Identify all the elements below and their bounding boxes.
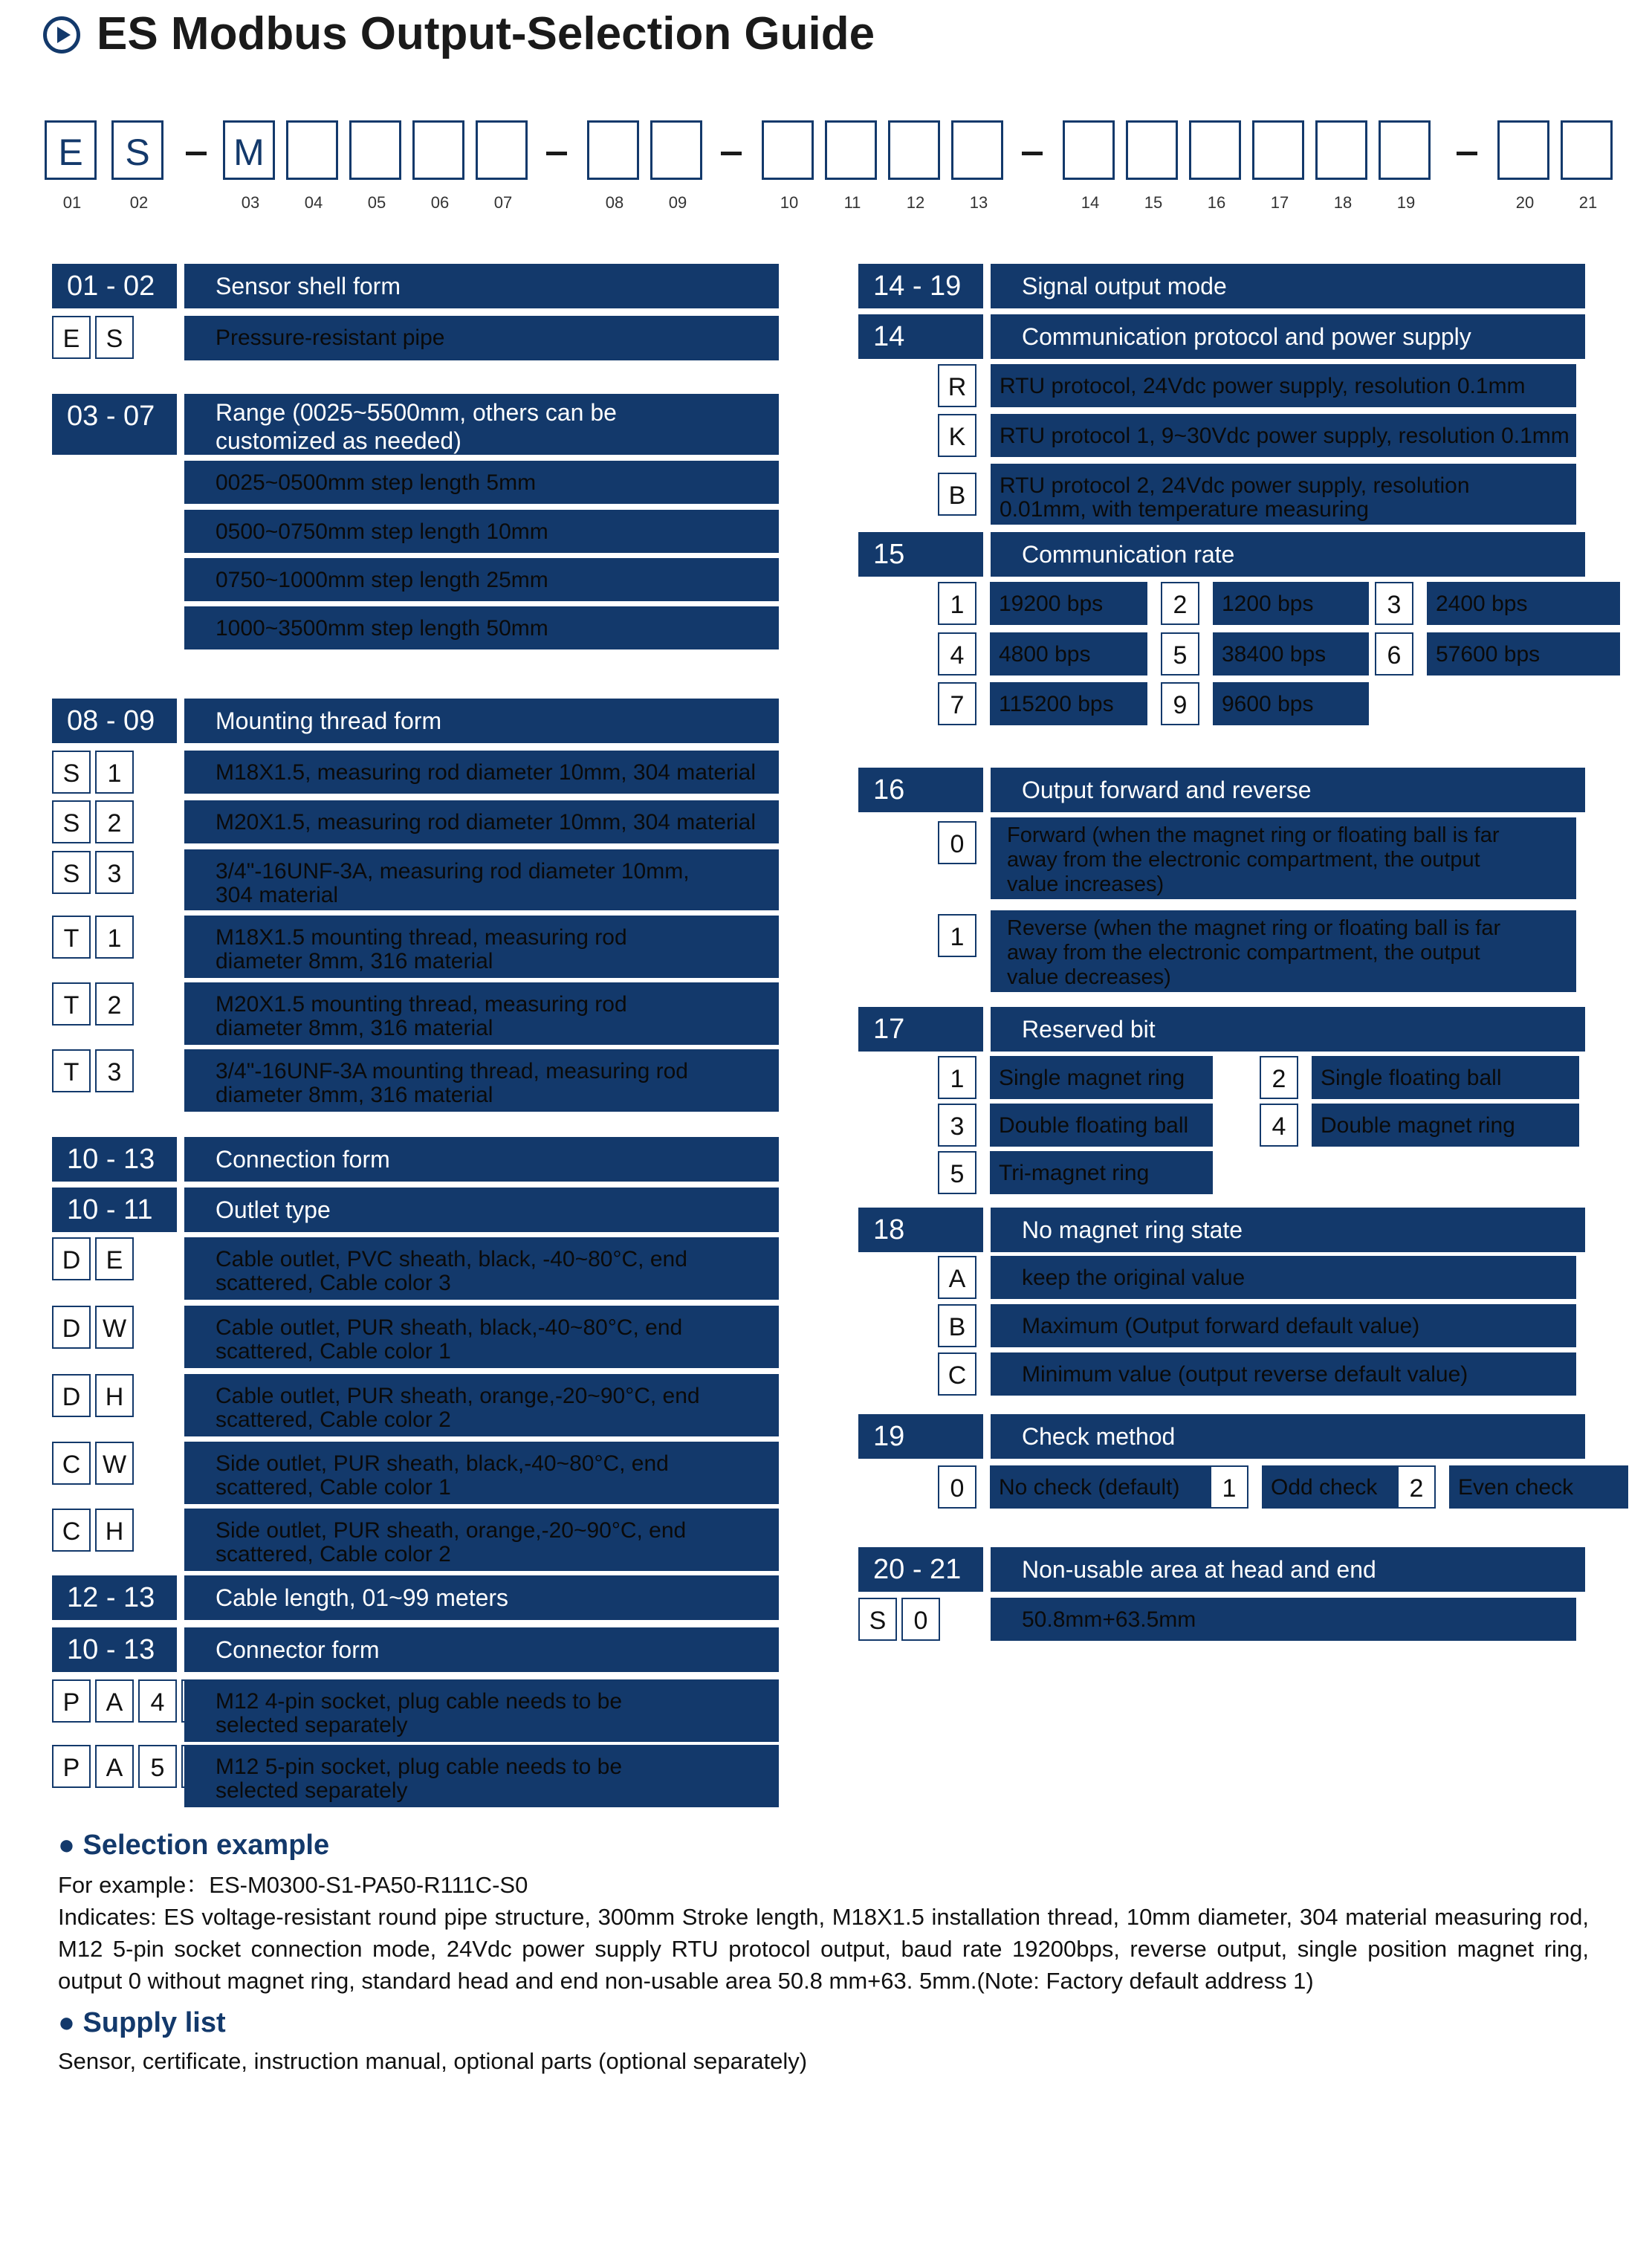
code-cell: S	[52, 751, 91, 794]
check-method-header-label: Check method	[991, 1414, 1585, 1459]
outlet-row-line: scattered, Cable color 3	[216, 1271, 451, 1295]
selection-example	[58, 1830, 1589, 2077]
reserved-bit-row-line: Single floating ball	[1321, 1066, 1502, 1090]
output-direction-header-label: Output forward and reverse	[991, 768, 1585, 812]
code-cell: T	[52, 1049, 91, 1092]
code-box-01: E	[45, 120, 97, 180]
code-box-04	[286, 120, 338, 180]
thread-row-line: M18X1.5 mounting thread, measuring rod	[216, 925, 627, 950]
code-position-label: 07	[493, 193, 513, 212]
output-direction-line: Forward (when the magnet ring or floating ball is far	[1007, 823, 1500, 847]
comm-rate-row	[990, 632, 1147, 675]
code-cell: 4	[1260, 1104, 1298, 1147]
outlet-header-label: Outlet type	[184, 1188, 779, 1232]
code-box-07	[476, 120, 528, 180]
non-usable-header-number: 20 - 21	[858, 1547, 983, 1592]
code-cell: 4	[138, 1679, 177, 1723]
code-cell: S	[52, 851, 91, 894]
bullet-dot-icon: ●	[58, 2007, 83, 2038]
code-position-label: 06	[430, 193, 450, 212]
code-cell: 1	[95, 751, 134, 794]
thread-row	[184, 916, 779, 978]
code-position-label: 13	[969, 193, 988, 212]
code-cell: A	[938, 1256, 976, 1299]
no-magnet-header-number: 18	[858, 1208, 983, 1252]
comm-protocol-row-line: RTU protocol 1, 9~30Vdc power supply, resolution 0.1mm	[1000, 424, 1570, 448]
reserved-bit-row	[1312, 1104, 1579, 1147]
code-cell: H	[95, 1509, 134, 1552]
thread-row-line: 3/4"-16UNF-3A mounting thread, measuring rod	[216, 1059, 688, 1083]
code-cell: 0	[938, 821, 976, 864]
code-cell: 2	[1260, 1056, 1298, 1099]
outlet-row	[184, 1306, 779, 1368]
connector-header-number: 10 - 13	[52, 1627, 177, 1672]
check-method-header-number: 19	[858, 1414, 983, 1459]
range-label-line: Range (0025~5500mm, others can be	[216, 399, 617, 426]
outlet-row-line: Cable outlet, PVC sheath, black, -40~80°C, end	[216, 1247, 687, 1271]
reserved-bit-row-line: Double floating ball	[999, 1113, 1189, 1138]
code-position-label: 02	[129, 193, 149, 212]
range-row-line: 0750~1000mm step length 25mm	[216, 568, 548, 592]
code-box-18	[1315, 120, 1367, 180]
code-cell: 2	[95, 982, 134, 1026]
code-box-06	[412, 120, 464, 180]
cable-length-header-number: 12 - 13	[52, 1575, 177, 1620]
code-cell: 5	[138, 1745, 177, 1788]
reserved-bit-header-label: Reserved bit	[991, 1007, 1585, 1052]
comm-rate-header-number: 15	[858, 532, 983, 577]
connection-header-label: Connection form	[184, 1137, 779, 1182]
code-separator-dash	[546, 152, 567, 155]
example-line: For example：ES-M0300-S1-PA50-R111C-S0	[58, 1872, 528, 1898]
comm-protocol-row	[991, 464, 1576, 525]
code-position-label: 20	[1515, 193, 1535, 212]
code-cell: 2	[1397, 1465, 1436, 1509]
range-row	[184, 510, 779, 553]
reserved-bit-row-line: Single magnet ring	[999, 1066, 1185, 1090]
comm-protocol-row-line: RTU protocol, 24Vdc power supply, resolution 0.1mm	[1000, 374, 1526, 398]
range-row	[184, 606, 779, 649]
outlet-row-line: Side outlet, PUR sheath, black,-40~80°C, end	[216, 1451, 669, 1476]
outlet-row	[184, 1374, 779, 1436]
code-position-label: 16	[1207, 193, 1226, 212]
check-method-row-line: Odd check	[1271, 1475, 1378, 1500]
outlet-row-line: scattered, Cable color 1	[216, 1475, 451, 1500]
code-position-label: 19	[1396, 193, 1416, 212]
code-cell: D	[52, 1237, 91, 1280]
code-separator-dash	[186, 152, 207, 155]
range-row-line: 1000~3500mm step length 50mm	[216, 616, 548, 641]
supply-list-text: Sensor, certificate, instruction manual, optional parts (optional separately)	[58, 2048, 808, 2074]
code-box-02: S	[111, 120, 163, 180]
thread-row-line: diameter 8mm, 316 material	[216, 1083, 493, 1107]
connector-header-label: Connector form	[184, 1627, 779, 1672]
comm-rate-row	[1213, 632, 1369, 675]
comm-rate-row	[1213, 582, 1369, 625]
code-cell: S	[95, 316, 134, 359]
reserved-bit-row	[990, 1104, 1213, 1147]
outlet-row-line: Cable outlet, PUR sheath, black,-40~80°C, end	[216, 1315, 683, 1340]
outlet-row-line: Side outlet, PUR sheath, orange,-20~90°C, end	[216, 1518, 687, 1543]
code-cell: K	[938, 414, 976, 457]
code-position-label: 01	[62, 193, 82, 212]
code-cell: D	[52, 1374, 91, 1417]
code-cell: 4	[938, 632, 976, 675]
code-cell: C	[52, 1509, 91, 1552]
code-box-19	[1379, 120, 1431, 180]
code-box-20	[1497, 120, 1549, 180]
code-cell: E	[52, 316, 91, 359]
comm-rate-row	[1427, 632, 1620, 675]
connector-row-line: selected separately	[216, 1713, 408, 1737]
connector-row-line: M12 5-pin socket, plug cable needs to be	[216, 1755, 623, 1779]
connector-row	[184, 1745, 779, 1807]
code-cell: T	[52, 982, 91, 1026]
reserved-bit-row	[990, 1056, 1213, 1099]
check-method-row	[1449, 1465, 1628, 1509]
code-box-08	[587, 120, 639, 180]
selection-example-heading	[58, 1830, 1589, 1862]
thread-row-line: M18X1.5, measuring rod diameter 10mm, 304 material	[216, 760, 757, 785]
code-cell: D	[52, 1306, 91, 1349]
code-cell: 5	[938, 1151, 976, 1194]
connector-row-line: M12 4-pin socket, plug cable needs to be	[216, 1689, 623, 1714]
check-method-row-line: Even check	[1458, 1475, 1574, 1500]
no-magnet-row	[991, 1304, 1576, 1347]
selection-example-title: Selection example	[82, 1830, 330, 1861]
code-cell: B	[938, 1304, 976, 1347]
code-cell: W	[95, 1306, 134, 1349]
supply-list-heading	[58, 2007, 1589, 2039]
comm-rate-row	[1427, 582, 1620, 625]
output-direction-line: away from the electronic compartment, the output	[1007, 941, 1480, 965]
thread-row	[184, 1049, 779, 1112]
non-usable-row-line: 50.8mm+63.5mm	[1022, 1607, 1196, 1632]
comm-protocol-row-line: RTU protocol 2, 24Vdc power supply, resolution	[1000, 473, 1470, 498]
code-cell: H	[95, 1374, 134, 1417]
comm-rate-row-line: 9600 bps	[1222, 692, 1314, 716]
code-cell: 9	[1161, 682, 1199, 725]
code-cell: 3	[95, 1049, 134, 1092]
comm-rate-header-label: Communication rate	[991, 532, 1585, 577]
output-direction-line: value decreases)	[1007, 965, 1171, 989]
thread-row	[184, 751, 779, 794]
code-separator-dash	[1457, 152, 1477, 155]
reserved-bit-row-line: Double magnet ring	[1321, 1113, 1515, 1138]
code-box-13	[951, 120, 1003, 180]
code-cell: 5	[1161, 632, 1199, 675]
comm-rate-row	[990, 682, 1147, 725]
thread-row	[184, 800, 779, 843]
code-position-label: 11	[843, 193, 861, 212]
bullet-dot-icon: ●	[58, 1830, 83, 1861]
code-cell: W	[95, 1442, 134, 1485]
comm-rate-row-line: 19200 bps	[999, 592, 1104, 616]
no-magnet-row	[991, 1256, 1576, 1299]
supply-list-title: Supply list	[82, 2007, 226, 2038]
code-position-label: 17	[1270, 193, 1289, 212]
outlet-row	[184, 1442, 779, 1504]
no-magnet-row-line: keep the original value	[1022, 1266, 1246, 1290]
code-cell: 1	[938, 582, 976, 625]
code-position-label: 12	[906, 193, 925, 212]
code-cell: 3	[95, 851, 134, 894]
output-direction-line: away from the electronic compartment, the output	[1007, 848, 1480, 872]
thread-row-line: M20X1.5 mounting thread, measuring rod	[216, 992, 627, 1017]
signal-output-header-label: Signal output mode	[991, 264, 1585, 308]
code-position-label: 04	[304, 193, 323, 212]
range-row	[184, 558, 779, 601]
range-row	[184, 461, 779, 504]
thread-row-line: 304 material	[216, 883, 339, 907]
outlet-header-number: 10 - 11	[52, 1188, 177, 1232]
output-direction-header-number: 16	[858, 768, 983, 812]
code-cell: C	[938, 1352, 976, 1396]
thread-row-line: diameter 8mm, 316 material	[216, 1016, 493, 1040]
code-cell: T	[52, 916, 91, 959]
thread-row	[184, 849, 779, 910]
code-cell: 7	[938, 682, 976, 725]
code-box-12	[888, 120, 940, 180]
code-cell: 2	[95, 800, 134, 843]
outlet-row-line: Cable outlet, PUR sheath, orange,-20~90°C, end	[216, 1384, 700, 1408]
code-box-15	[1126, 120, 1178, 180]
thread-row-line: diameter 8mm, 316 material	[216, 949, 493, 973]
code-position-label: 18	[1333, 193, 1353, 212]
code-separator-dash	[721, 152, 742, 155]
reserved-bit-row	[1312, 1056, 1579, 1099]
output-direction-row	[991, 817, 1576, 899]
outlet-row-line: scattered, Cable color 1	[216, 1339, 451, 1364]
code-separator-dash	[1022, 152, 1043, 155]
comm-rate-row-line: 115200 bps	[999, 692, 1114, 716]
code-box-21	[1561, 120, 1613, 180]
code-position-label: 09	[668, 193, 687, 212]
outlet-row	[184, 1237, 779, 1300]
code-cell: B	[938, 473, 976, 516]
code-box-09	[650, 120, 702, 180]
code-cell: 0	[938, 1465, 976, 1509]
comm-rate-row	[1213, 682, 1369, 725]
code-box-05	[349, 120, 401, 180]
code-box-10	[762, 120, 814, 180]
comm-rate-row-line: 2400 bps	[1436, 592, 1528, 616]
code-cell: A	[95, 1679, 134, 1723]
thread-row-line: M20X1.5, measuring rod diameter 10mm, 304 material	[216, 810, 757, 835]
reserved-bit-row-line: Tri-magnet ring	[999, 1161, 1150, 1185]
outlet-row	[184, 1509, 779, 1571]
code-cell: 1	[938, 914, 976, 957]
no-magnet-row-line: Minimum value (output reverse default value)	[1022, 1362, 1468, 1387]
comm-protocol-row-line: 0.01mm, with temperature measuring	[1000, 497, 1369, 522]
code-box-16	[1189, 120, 1241, 180]
range-header-number: 03 - 07	[52, 394, 177, 455]
code-position-label: 14	[1081, 193, 1100, 212]
thread-row-line: 3/4"-16UNF-3A, measuring rod diameter 10mm,	[216, 859, 690, 884]
connector-row	[184, 1679, 779, 1742]
code-cell: P	[52, 1745, 91, 1788]
code-cell: 6	[1375, 632, 1413, 675]
reserved-bit-row	[990, 1151, 1213, 1194]
page-title: ES Modbus Output-Selection Guide	[97, 8, 875, 59]
comm-protocol-row	[991, 364, 1576, 407]
connection-header-number: 10 - 13	[52, 1137, 177, 1182]
play-circle-icon	[43, 16, 80, 54]
code-position-label: 03	[241, 193, 260, 212]
range-header-label	[184, 394, 779, 455]
code-cell: E	[95, 1237, 134, 1280]
code-cell: 1	[938, 1056, 976, 1099]
comm-protocol-header-label: Communication protocol and power supply	[991, 314, 1585, 359]
signal-output-header-number: 14 - 19	[858, 264, 983, 308]
non-usable-header-label: Non-usable area at head and end	[991, 1547, 1585, 1592]
code-cell: 0	[901, 1598, 940, 1641]
code-cell: P	[52, 1679, 91, 1723]
thread-header-label: Mounting thread form	[184, 699, 779, 743]
code-cell: 1	[95, 916, 134, 959]
thread-row	[184, 982, 779, 1045]
code-box-03: M	[223, 120, 275, 180]
thread-header-number: 08 - 09	[52, 699, 177, 743]
comm-rate-row-line: 1200 bps	[1222, 592, 1314, 616]
outlet-row-line: scattered, Cable color 2	[216, 1542, 451, 1567]
shell-form-header-label: Sensor shell form	[184, 264, 779, 308]
code-position-label: 21	[1578, 193, 1598, 212]
output-direction-line: Reverse (when the magnet ring or floating ball is far	[1007, 916, 1501, 940]
code-box-11	[825, 120, 877, 180]
non-usable-row	[991, 1598, 1576, 1641]
check-method-row	[990, 1465, 1213, 1509]
code-cell: 3	[938, 1104, 976, 1147]
code-box-17	[1252, 120, 1304, 180]
code-box-14	[1063, 120, 1115, 180]
comm-protocol-header-number: 14	[858, 314, 983, 359]
code-position-label: 10	[780, 193, 799, 212]
reserved-bit-header-number: 17	[858, 1007, 983, 1052]
cable-length-header-label: Cable length, 01~99 meters	[184, 1575, 779, 1620]
code-cell: 2	[1161, 582, 1199, 625]
output-direction-row	[991, 910, 1576, 992]
code-cell: C	[52, 1442, 91, 1485]
no-magnet-row	[991, 1352, 1576, 1396]
comm-rate-row-line: 38400 bps	[1222, 642, 1327, 667]
range-label-line: customized as needed)	[216, 427, 461, 454]
no-magnet-header-label: No magnet ring state	[991, 1208, 1585, 1252]
range-row-line: 0500~0750mm step length 10mm	[216, 519, 548, 544]
shell-form-row	[184, 316, 779, 360]
code-cell: 3	[1375, 582, 1413, 625]
code-cell: S	[858, 1598, 897, 1641]
comm-rate-row-line: 4800 bps	[999, 642, 1091, 667]
example-description: Indicates: ES voltage-resistant round pipe structure, 300mm Stroke length, M18X1.5 installation thread, 10mm diameter, 304 material measuring rod, M12 5-pin socket connection mode, 24Vdc power supply RTU protocol output, baud rate 19200bps, reverse output, single position magnet ring, output 0 without magnet ring, standard head and end non-usable area 50.8 mm+63. 5mm.(Note: Factory default address 1)	[58, 1904, 1589, 1994]
code-position-label: 08	[605, 193, 624, 212]
code-cell: R	[938, 364, 976, 407]
comm-rate-row	[990, 582, 1147, 625]
comm-rate-row-line: 57600 bps	[1436, 642, 1541, 667]
shell-form-header-number: 01 - 02	[52, 264, 177, 308]
code-cell: S	[52, 800, 91, 843]
code-cell: 1	[1210, 1465, 1248, 1509]
code-position-label: 15	[1144, 193, 1163, 212]
output-direction-line: value increases)	[1007, 872, 1165, 896]
code-position-label: 05	[367, 193, 386, 212]
comm-protocol-row	[991, 414, 1576, 457]
no-magnet-row-line: Maximum (Output forward default value)	[1022, 1314, 1420, 1338]
outlet-row-line: scattered, Cable color 2	[216, 1407, 451, 1432]
connector-row-line: selected separately	[216, 1778, 408, 1803]
range-row-line: 0025~0500mm step length 5mm	[216, 470, 537, 495]
check-method-row-line: No check (default)	[999, 1475, 1180, 1500]
code-cell: A	[95, 1745, 134, 1788]
shell-form-row-line: Pressure-resistant pipe	[216, 325, 445, 350]
